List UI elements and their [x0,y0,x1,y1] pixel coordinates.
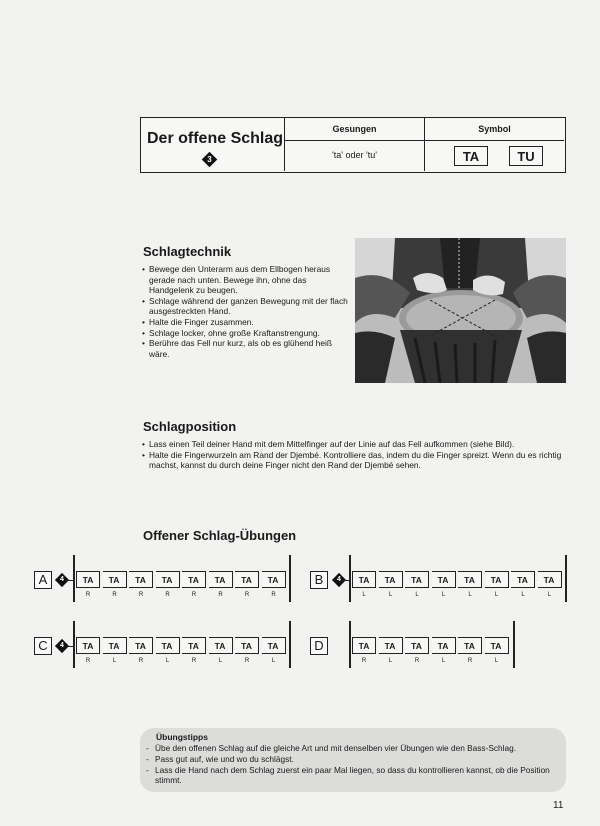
hand-indicator: R [244,658,250,664]
hand-indicator: L [218,658,223,664]
note-box: TA [129,571,153,588]
exercise-d-label: D [310,637,328,655]
hand-indicator: R [138,592,144,598]
meter: 4 [60,576,64,583]
djembe-photo [355,238,566,383]
bar-line-start [349,555,351,602]
hand-indicator: R [85,592,91,598]
hand-indicator: L [441,592,446,598]
hand-indicator: L [494,592,499,598]
note-box: TA [538,571,562,588]
note-box: TA [235,637,259,654]
note-box: TA [103,637,127,654]
hand-indicator: L [165,658,170,664]
hand-indicator: R [244,592,250,598]
note-box: TA [76,637,100,654]
hand-indicator: L [112,658,117,664]
note-box: TA [458,637,482,654]
note-box: TA [405,637,429,654]
bar-line-start [349,621,351,668]
note-box: TA [103,571,127,588]
list-item: • Berühre das Fell nur kurz, als ob es glühend heiß wäre. [142,338,352,359]
hand-indicator: R [138,658,144,664]
cd-track-icon [202,152,218,168]
note-box: TA [511,571,535,588]
tips-title: Übungstipps [156,732,208,742]
stroke-header-table [140,117,566,173]
bar-line-start [73,555,75,602]
note-box: TA [235,571,259,588]
hand-indicator: L [547,592,552,598]
bar-line-end [289,555,291,602]
list-item: • Halte die Fingerwurzeln am Rand der Djembé. Kontrolliere das, indem du die Finger spreizt. Wenn du es richtig machst, kannst du durch deine Finger nicht den Rand der Djembé sehen. [142,450,570,471]
note-box: TA [156,637,180,654]
position-heading: Schlagposition [143,419,237,434]
hand-indicator: R [191,592,197,598]
note-box: TA [379,571,403,588]
hand-indicator: L [415,592,419,598]
list-item: • Halte die Finger zusammen. [142,317,352,328]
symbol-ta: TA [454,146,488,166]
bar-line-end [513,621,515,668]
note-box: TA [485,637,509,654]
hand-indicator: L [521,592,525,598]
list-item: - Lass die Hand nach dem Schlag zuerst ein paar Mal liegen, so dass du kontrollieren kannst, ob die Position stimmt. [146,765,566,787]
hand-indicator: L [468,592,472,598]
hand-indicator: R [467,658,473,664]
hand-indicator: L [388,592,393,598]
exercise-c-label: C [34,637,52,655]
note-box: TA [156,571,180,588]
hand-indicator: R [218,592,223,598]
note-box: TA [209,637,233,654]
tips-list [146,743,566,786]
hand-indicator: L [362,592,366,598]
sung-column [285,118,425,171]
bar-line-start [73,621,75,668]
hand-indicator: R [414,658,420,664]
meter: 4 [60,642,64,649]
note-box: TA [209,571,233,588]
meter: 4 [337,576,341,583]
note-box: TA [432,637,456,654]
list-item: - Pass gut auf, wie und wo du schlägst. [146,754,566,765]
note-box: TA [182,571,206,588]
hand-indicator: L [271,658,276,664]
bar-line-end [289,621,291,668]
hand-indicator: L [388,658,393,664]
note-box: TA [405,571,429,588]
hand-indicator: L [441,658,446,664]
sung-header: Gesungen [285,118,424,141]
exercises-heading: Offener Schlag-Übungen [143,528,297,543]
hand-indicator: R [271,592,276,598]
technique-list [142,264,352,359]
hand-indicator: R [165,592,170,598]
hand-indicator: R [112,592,117,598]
practice-tips-box [140,728,566,792]
page-number: 11 [553,800,564,811]
symbol-header: Symbol [425,118,564,141]
note-box: TA [352,637,376,654]
bar-line-end [565,555,567,602]
list-item: • Schlage während der ganzen Bewegung mit der flach ausgestreckten Hand. [142,296,352,317]
hand-indicator: L [494,658,499,664]
cd-track-number: 3 [207,155,212,164]
note-box: TA [458,571,482,588]
note-box: TA [485,571,509,588]
symbol-tu: TU [509,146,543,166]
exercise-a-label: A [34,571,52,589]
title-cell [141,118,285,171]
note-box: TA [262,571,286,588]
note-box: TA [262,637,286,654]
list-item: • Lass einen Teil deiner Hand mit dem Mittelfinger auf der Linie auf das Fell aufkommen (siehe Bild). [142,439,570,450]
note-box: TA [182,637,206,654]
page-title: Der offene Schlag [147,130,284,147]
list-item: - Übe den offenen Schlag auf die gleiche Art und mit denselben vier Übungen wie den Bass-Schlag. [146,743,566,754]
hand-indicator: R [361,658,367,664]
list-item: • Bewege den Unterarm aus dem Ellbogen heraus gerade nach unten. Bewege ihn, ohne das Handgelenk zu beugen. [142,264,352,296]
technique-heading: Schlagtechnik [143,244,232,259]
position-list [142,439,570,471]
note-box: TA [379,637,403,654]
note-box: TA [129,637,153,654]
sung-value: 'ta' oder 'tu' [332,150,377,160]
note-box: TA [352,571,376,588]
note-box: TA [76,571,100,588]
hand-indicator: R [85,658,91,664]
hand-indicator: R [191,658,197,664]
exercise-b-label: B [310,571,328,589]
djembe-illustration [355,238,566,383]
list-item: • Schlage locker, ohne große Kraftanstrengung. [142,328,352,339]
symbol-column [425,118,564,171]
note-box: TA [432,571,456,588]
